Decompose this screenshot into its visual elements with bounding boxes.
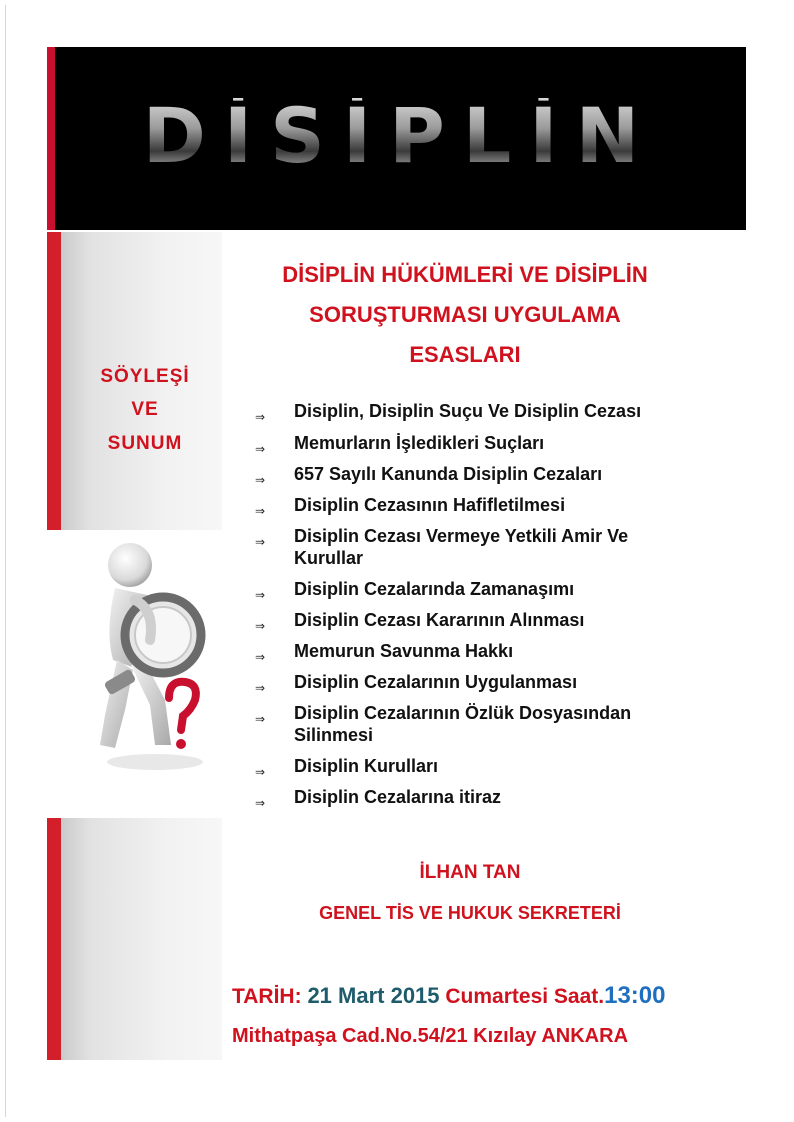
topic-item bbox=[255, 702, 735, 746]
event-date-line bbox=[232, 982, 666, 1010]
side-panel-red-stripe bbox=[47, 232, 61, 530]
double-arrow-icon: ⇒ bbox=[255, 681, 266, 695]
topic-item bbox=[255, 609, 735, 631]
topic-item bbox=[255, 525, 735, 569]
double-arrow-icon: ⇒ bbox=[255, 535, 266, 549]
topic-text: Disiplin, Disiplin Suçu Ve Disiplin Cezası bbox=[294, 401, 642, 421]
side-panel-bottom bbox=[47, 818, 222, 1060]
double-arrow-icon: ⇒ bbox=[255, 650, 266, 664]
speaker-name: İLHAN TAN bbox=[419, 862, 521, 883]
topic-list bbox=[255, 400, 735, 808]
speaker-role: GENEL TİS VE HUKUK SEKRETERİ bbox=[319, 903, 621, 923]
topic-text: Disiplin Cezalarına itiraz bbox=[294, 787, 502, 807]
side-label-soylesi: SÖYLEŞİ bbox=[100, 366, 190, 387]
topic-text: Memurun Savunma Hakkı bbox=[294, 641, 514, 661]
side-label-sunum: SUNUM bbox=[107, 433, 183, 454]
double-arrow-icon: ⇒ bbox=[255, 410, 266, 424]
double-arrow-icon: ⇒ bbox=[255, 765, 266, 779]
topic-text: Disiplin Cezalarının Özlük Dosyasından Silinmesi bbox=[294, 703, 632, 745]
double-arrow-icon: ⇒ bbox=[255, 712, 266, 726]
topic-text: Disiplin Cezası Kararının Alınması bbox=[294, 610, 585, 630]
document-title-line-2: SORUŞTURMASI UYGULAMA bbox=[309, 302, 621, 327]
topic-item bbox=[255, 463, 735, 485]
event-address: Mithatpaşa Cad.No.54/21 Kızılay ANKARA bbox=[232, 1025, 629, 1047]
double-arrow-icon: ⇒ bbox=[255, 473, 266, 487]
topic-item bbox=[255, 432, 735, 454]
topic-text: 657 Sayılı Kanunda Disiplin Cezaları bbox=[294, 464, 603, 484]
topic-item bbox=[255, 578, 735, 600]
banner-title: DİSİPLİN bbox=[55, 98, 745, 174]
topic-text: Disiplin Kurulları bbox=[294, 756, 439, 776]
side-panel-red-stripe bbox=[47, 818, 61, 1060]
side-label-ve: VE bbox=[131, 399, 159, 420]
topic-item bbox=[255, 786, 735, 808]
document-title bbox=[240, 255, 690, 375]
topic-item bbox=[255, 755, 735, 777]
topic-item bbox=[255, 400, 735, 422]
topic-text: Disiplin Cezalarının Uygulanması bbox=[294, 672, 578, 692]
topic-item bbox=[255, 640, 735, 662]
double-arrow-icon: ⇒ bbox=[255, 588, 266, 602]
double-arrow-icon: ⇒ bbox=[255, 796, 266, 810]
double-arrow-icon: ⇒ bbox=[255, 442, 266, 456]
document-title-line-3: ESASLARI bbox=[409, 342, 521, 367]
double-arrow-icon: ⇒ bbox=[255, 619, 266, 633]
magnifier-figure-illustration bbox=[95, 540, 215, 775]
time-value: 13:00 bbox=[604, 982, 666, 1009]
banner-red-accent bbox=[47, 47, 55, 230]
double-arrow-icon: ⇒ bbox=[255, 504, 266, 518]
topic-text: Disiplin Cezasının Hafifletilmesi bbox=[294, 495, 566, 515]
topic-item bbox=[255, 494, 735, 516]
topic-item bbox=[255, 671, 735, 693]
document-title-line-1: DİSİPLİN HÜKÜMLERİ VE DİSİPLİN bbox=[282, 262, 648, 287]
day-label: Cumartesi Saat. bbox=[445, 985, 605, 1008]
topic-text: Disiplin Cezalarında Zamanaşımı bbox=[294, 579, 575, 599]
date-label: TARİH: bbox=[232, 985, 302, 1008]
topic-text: Memurların İşledikleri Suçları bbox=[294, 433, 545, 453]
date-value: 21 Mart 2015 bbox=[307, 983, 440, 1008]
topic-text: Disiplin Cezası Vermeye Yetkili Amir Ve Kurullar bbox=[294, 526, 629, 568]
